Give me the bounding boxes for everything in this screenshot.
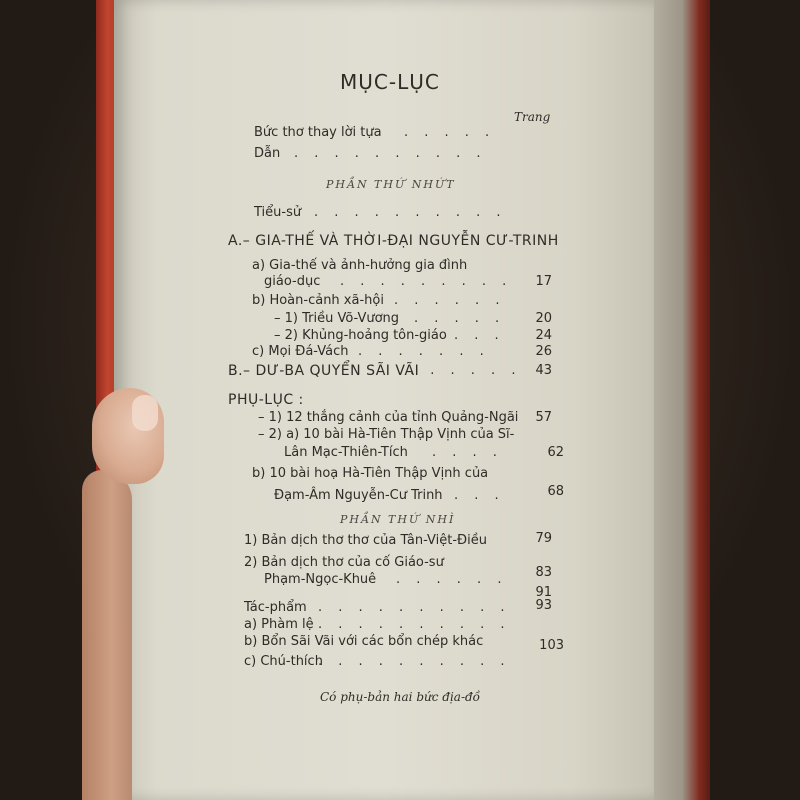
toc-entry: Lân Mạc-Thiên-Tích xyxy=(284,445,408,460)
page-number: 24 xyxy=(535,328,552,343)
page-number: 20 xyxy=(535,311,552,326)
part2-heading: PHẦN THỨ NHÌ xyxy=(340,513,456,526)
toc-title: MỤC-LỤC xyxy=(340,70,440,94)
page-number: 57 xyxy=(535,410,552,425)
toc-entry: b) Bổn Sãi Vãi với các bổn chép khác xyxy=(244,634,484,649)
page-number: 83 xyxy=(535,565,552,580)
page-number: 103 xyxy=(539,638,564,653)
leader-dots: . . . . . xyxy=(414,311,506,326)
thumbnail xyxy=(132,395,158,431)
section-a-label: A.– GIA-THẾ VÀ THỜI-ĐẠI NGUYỄN CƯ-TRINH xyxy=(228,233,559,249)
leader-dots: . . . . . . . . . . xyxy=(294,146,487,161)
leader-dots: . . . . . . . . . . xyxy=(318,617,511,632)
book-page xyxy=(114,0,654,800)
page-column-header: Trang xyxy=(514,110,551,124)
toc-entry: Phạm-Ngọc-Khuê xyxy=(264,572,377,587)
page-number: 93 xyxy=(535,598,552,613)
toc-entry: a) Phàm lệ xyxy=(244,617,314,632)
leader-dots: . . . xyxy=(454,488,505,503)
page-number: 68 xyxy=(547,484,564,499)
toc-entry: b) 10 bài hoạ Hà-Tiên Thập Vịnh của xyxy=(252,466,489,481)
toc-entry: – 2) a) 10 bài Hà-Tiên Thập Vịnh của Sĩ- xyxy=(258,427,515,442)
toc-entry: Đạm-Âm Nguyễn-Cư Trinh xyxy=(274,488,443,503)
toc-entry: b) Hoàn-cảnh xã-hội xyxy=(252,293,384,308)
page-number: 79 xyxy=(535,531,552,546)
toc-entry: 1) Bản dịch thơ thơ của Tân-Việt-Điều xyxy=(244,533,487,548)
toc-entry: giáo-dục xyxy=(264,274,321,289)
part1-heading: PHẦN THỨ NHỨT xyxy=(326,178,456,191)
footer-note: Có phụ-bản hai bức địa-đồ xyxy=(320,690,481,704)
page-number: 43 xyxy=(535,363,552,378)
leader-dots: . . . . . . . . . . xyxy=(314,205,507,220)
toc-entry: a) Gia-thế và ảnh-hưởng gia đình xyxy=(252,258,468,273)
leader-dots: . . . . . . . . . . xyxy=(318,654,511,669)
toc-entry: Tiểu-sử xyxy=(254,205,302,220)
section-b-label: B.– DƯ-BA QUYỂN SÃI VÃI xyxy=(228,363,420,379)
toc-entry: Dẫn xyxy=(254,146,281,161)
hand-palm xyxy=(82,470,132,800)
phuluc-label: PHỤ-LỤC : xyxy=(228,392,304,408)
leader-dots: . . . . . . xyxy=(396,572,508,587)
leader-dots: . . . . xyxy=(432,445,503,460)
page-number: 62 xyxy=(547,445,564,460)
toc-entry: 2) Bản dịch thơ của cố Giáo-sư xyxy=(244,555,444,570)
leader-dots: . . . . . . . xyxy=(358,344,490,359)
toc-entry: Tác-phẩm xyxy=(244,600,307,615)
leader-dots: . . . . . . xyxy=(394,293,506,308)
toc-entry: – 1) Triều Võ-Vương xyxy=(274,311,400,326)
toc-entry: c) Chú-thích xyxy=(244,654,323,669)
page-number: 26 xyxy=(535,344,552,359)
toc-entry: – 2) Khủng-hoảng tôn-giáo xyxy=(274,328,447,343)
leader-dots: . . . . . . . . . xyxy=(340,274,513,289)
leader-dots: . . . xyxy=(454,328,505,343)
page-number: 91 xyxy=(535,585,552,600)
leader-dots: . . . . . xyxy=(404,125,496,140)
toc-entry: – 1) 12 thắng cảnh của tỉnh Quảng-Ngãi xyxy=(258,410,519,425)
leader-dots: . . . . . . . . . . xyxy=(318,600,511,615)
page-number: 17 xyxy=(535,274,552,289)
toc-entry: Bức thơ thay lời tựa xyxy=(254,125,382,140)
leader-dots: . . . . . . xyxy=(410,363,522,378)
toc-entry: c) Mọi Đá-Vách xyxy=(252,344,349,359)
